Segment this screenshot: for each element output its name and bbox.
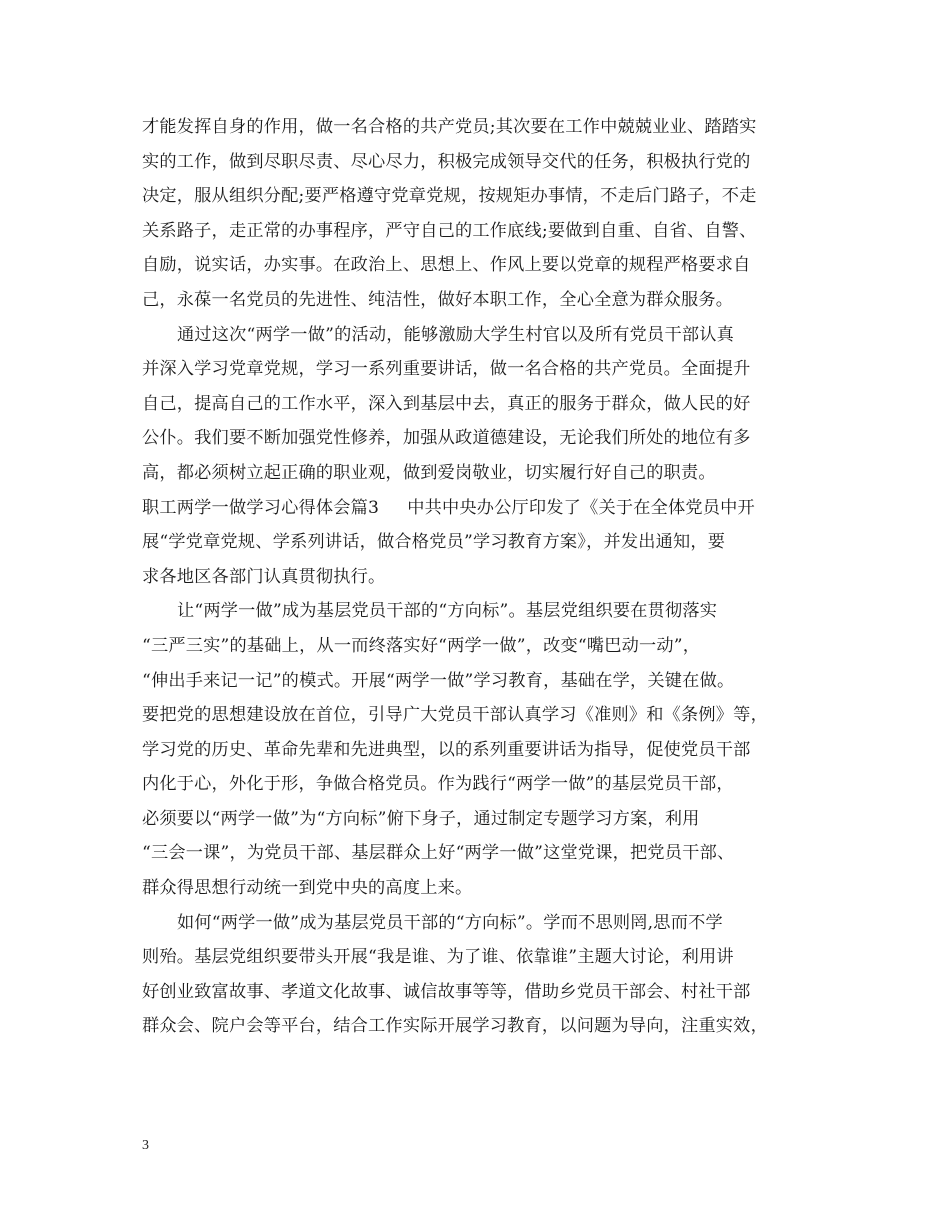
text-line: 群众会、院户会等平台，结合工作实际开展学习教育，以问题为导向，注重实效， (142, 1016, 768, 1037)
text-line: 让“两学一做”成为基层党员干部的“方向标”。基层党组织要在贯彻落实 (177, 601, 718, 622)
text-line: 高，都必须树立起正确的职业观，做到爱岗敬业，切实履行好自己的职责。 (142, 462, 716, 483)
text-line: 要把党的思想建设放在首位，引导广大党员干部认真学习《准则》和《条例》等， (142, 705, 768, 726)
text-line: 决定，服从组织分配;要严格遵守党章党规，按规矩办事情，不走后门路子，不走 (142, 186, 757, 207)
text-line: 求各地区各部门认真贯彻执行。 (142, 566, 386, 587)
text-line: 公仆。我们要不断加强党性修养，加强从政道德建设，无论我们所处的地位有多 (142, 428, 751, 449)
paragraph (142, 594, 822, 905)
text-line: 学习党的历史、革命先辈和先进典型，以的系列重要讲话为指导，促使党员干部 (142, 739, 751, 760)
paragraph (142, 491, 822, 595)
text-line: 如何“两学一做”成为基层党员干部的“方向标”。学而不思则罔,思而不学 (177, 912, 723, 933)
text-line: “伸出手来记一记”的模式。开展“两学一做”学习教育，基础在学，关键在做。 (142, 670, 735, 691)
document-body (142, 110, 822, 1044)
text-line: 关系路子，走正常的办事程序，严守自己的工作底线;要做到自重、自省、自警、 (142, 220, 757, 241)
text-run: 中共中央办公厅印发了《关于在全体党员中开 (407, 497, 755, 518)
paragraph (142, 318, 822, 491)
text-line: “三会一课”，为党员干部、基层群众上好“两学一做”这堂党课，把党员干部、 (142, 843, 735, 864)
text-line: 并深入学习党章党规，学习一系列重要讲话，做一名合格的共产党员。全面提升 (142, 359, 751, 380)
text-line: 自励，说实话，办实事。在政治上、思想上、作风上要以党章的规程严格要求自 (142, 255, 751, 276)
text-line: 内化于心，外化于形，争做合格党员。作为践行“两学一做”的基层党员干部， (142, 774, 734, 795)
page-number: 3 (142, 1138, 149, 1153)
text-line: 好创业致富故事、孝道文化故事、诚信故事等等，借助乡党员干部会、村社干部 (142, 981, 751, 1002)
text-line (142, 491, 822, 526)
section-heading: 职工两学一做学习心得体会篇3 (142, 497, 380, 518)
text-line: 实的工作，做到尽职尽责、尽心尽力，积极完成领导交代的任务，积极执行党的 (142, 151, 751, 172)
text-line: 己，永葆一名党员的先进性、纯洁性，做好本职工作，全心全意为群众服务。 (142, 289, 734, 310)
text-line: 通过这次“两学一做”的活动，能够激励大学生村官以及所有党员干部认真 (177, 324, 734, 345)
text-line: 群众得思想行动统一到党中央的高度上来。 (142, 878, 473, 899)
text-line: 展“学党章党规、学系列讲话，做合格党员”学习教育方案》，并发出通知，要 (142, 532, 726, 553)
text-line: 必须要以“两学一做”为“方向标”俯下身子，通过制定专题学习方案，利用 (142, 808, 700, 829)
paragraph (142, 906, 822, 1044)
text-line: 则殆。基层党组织要带头开展“我是谁、为了谁、依靠谁”主题大讨论，利用讲 (142, 947, 734, 968)
text-line: 自己，提高自己的工作水平，深入到基层中去，真正的服务于群众，做人民的好 (142, 393, 751, 414)
text-line: 才能发挥自身的作用，做一名合格的共产党员;其次要在工作中兢兢业业、踏踏实 (142, 117, 757, 137)
paragraph (142, 110, 822, 318)
text-line: “三严三实”的基础上，从一而终落实好“两学一做”，改变“嘴巴动一动”， (142, 635, 701, 656)
